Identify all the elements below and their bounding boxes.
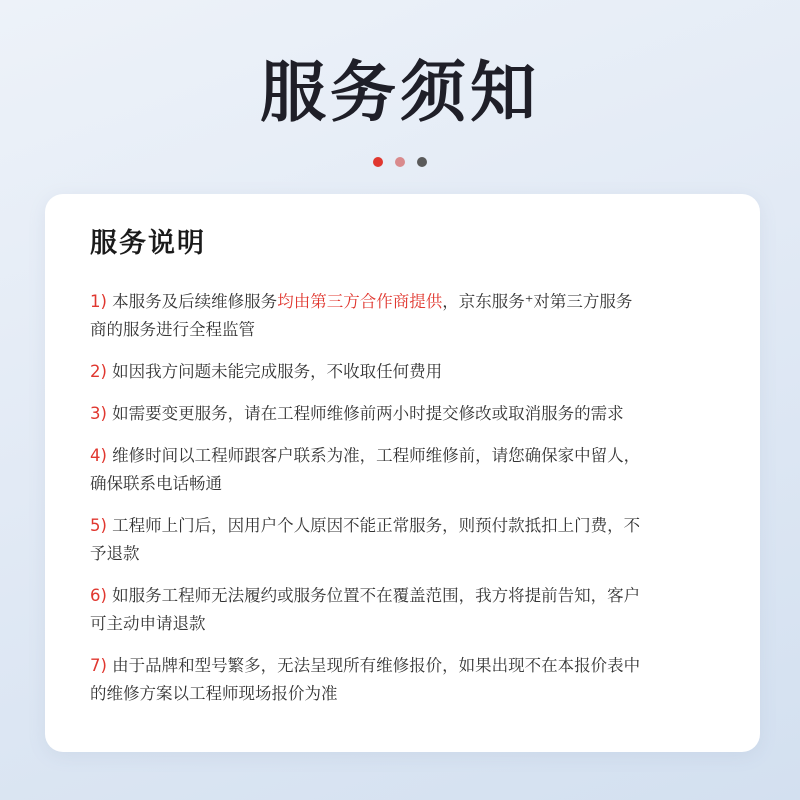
- pagination-dot: [395, 157, 405, 167]
- notice-text: 如服务工程师无法履约或服务位置不在覆盖范围，我方将提前告知，客户: [106, 586, 641, 605]
- pagination-dots: [0, 157, 800, 167]
- notice-text: 维修时间以工程师跟客户联系为准，工程师维修前，请您确保家中留人，: [106, 446, 641, 465]
- pagination-dot: [417, 157, 427, 167]
- notice-text: 予退款: [90, 544, 140, 563]
- notice-text: 可主动申请退款: [90, 614, 206, 633]
- notice-text: 工程师上门后，因用户个人原因不能正常服务，则预付款抵扣上门费，不: [106, 516, 641, 535]
- notice-line: [90, 442, 730, 470]
- item-number: 2): [90, 362, 107, 381]
- notice-line: [90, 316, 730, 344]
- notice-item: [90, 512, 730, 568]
- notice-item: [90, 288, 730, 344]
- notice-text: 的维修方案以工程师现场报价为准: [90, 684, 338, 703]
- pagination-dot: [373, 157, 383, 167]
- notice-line: [90, 288, 730, 316]
- item-number: 5): [90, 516, 107, 535]
- notice-line: [90, 652, 730, 680]
- notice-text: ，京东服务⁺对第三方服务: [442, 292, 633, 311]
- notice-text: 由于品牌和型号繁多，无法呈现所有维修报价，如果出现不在本报价表中: [106, 656, 641, 675]
- card-heading: 服务说明: [90, 228, 206, 259]
- notice-line: [90, 582, 730, 610]
- notice-line: [90, 610, 730, 638]
- page-title: 服务须知: [260, 54, 540, 131]
- notice-item: [90, 652, 730, 708]
- notice-text: 如需要变更服务，请在工程师维修前两小时提交修改或取消服务的需求: [106, 404, 624, 423]
- item-number: 6): [90, 586, 107, 605]
- service-notice-card: [45, 194, 760, 752]
- notice-text: 如因我方问题未能完成服务，不收取任何费用: [106, 362, 443, 381]
- notice-text: 本服务及后续维修服务: [106, 292, 278, 311]
- notice-list: [90, 288, 730, 722]
- notice-item: [90, 442, 730, 498]
- item-number: 3): [90, 404, 107, 423]
- notice-line: [90, 512, 730, 540]
- notice-line: [90, 540, 730, 568]
- item-number: 4): [90, 446, 107, 465]
- notice-item: [90, 582, 730, 638]
- highlight-text: 均由第三方合作商提供: [277, 292, 443, 311]
- notice-line: [90, 400, 730, 428]
- notice-text: 商的服务进行全程监管: [90, 320, 255, 339]
- notice-line: [90, 680, 730, 708]
- notice-line: [90, 358, 730, 386]
- notice-text: 确保联系电话畅通: [90, 474, 222, 493]
- notice-item: [90, 358, 730, 386]
- item-number: 1): [90, 292, 107, 311]
- item-number: 7): [90, 656, 107, 675]
- notice-item: [90, 400, 730, 428]
- notice-line: [90, 470, 730, 498]
